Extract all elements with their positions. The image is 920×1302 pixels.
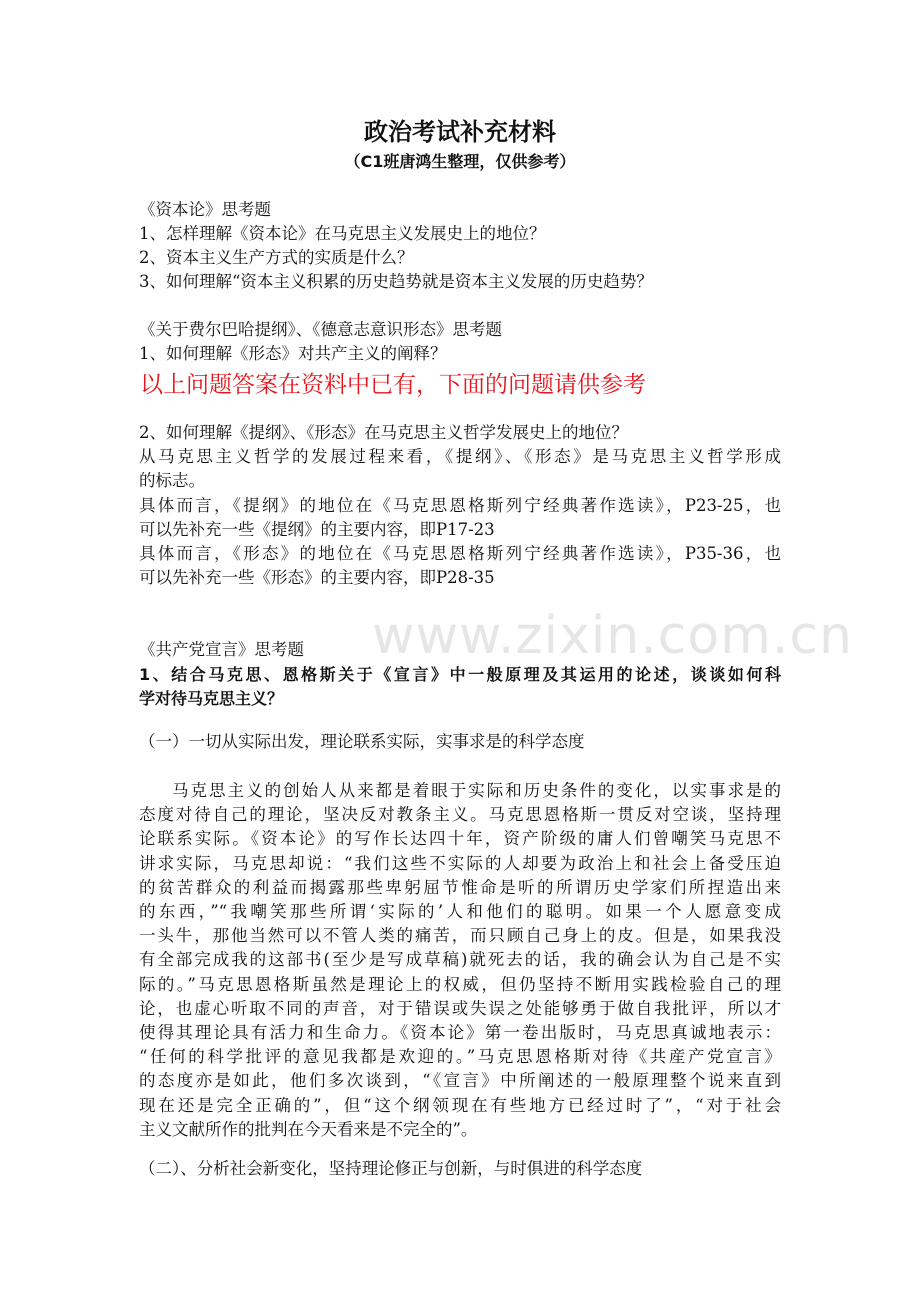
part-heading-2: （二）、分析社会新变化，坚持理论修正与创新，与时俱进的科学态度 bbox=[139, 1159, 643, 1178]
section-heading-feuerbach: 《关于费尔巴哈提纲》、《德意志意识形态》思考题 bbox=[139, 320, 502, 339]
paragraph-line: 使得其理论具有活力和生命力。《资本论》第一卷出版时，马克思真诚地表示： bbox=[139, 1023, 781, 1042]
question-bold: 1、结合马克思、恩格斯关于《宣言》中一般原理及其运用的论述，谈谈如何科 bbox=[139, 665, 781, 684]
paragraph-line: 的态度亦是如此，他们多次谈到，“《宣言》中所阐述的一般原理整个说来直到 bbox=[139, 1071, 781, 1091]
paragraph-line: 论，也虚心听取不同的声音，对于错误或失误之处能够勇于做自我批评，所以才 bbox=[139, 998, 781, 1018]
answer-line: 的标志。 bbox=[139, 471, 205, 490]
answer-line: 从马克思主义哲学的发展过程来看，《提纲》、《形态》是马克思主义哲学形成 bbox=[139, 447, 781, 466]
answer-line: 可以先补充一些《提纲》的主要内容，即P17-23 bbox=[139, 520, 495, 539]
watermark: www.zixin.com.cn bbox=[372, 606, 853, 666]
question-bold: 学对待马克思主义？ bbox=[139, 689, 284, 708]
answer-line: 具体而言，《提纲》的地位在《马克思恩格斯列宁经典著作选读》，P23-25，也 bbox=[139, 496, 781, 515]
answer-line: 具体而言，《形态》的地位在《马克思恩格斯列宁经典著作选读》，P35-36，也 bbox=[139, 544, 781, 563]
paragraph-line: 现在还是完全正确的”，但“这个纲领现在有些地方已经过时了”，“对于社会 bbox=[139, 1095, 781, 1115]
red-notice: 以上问题答案在资料中已有，下面的问题请供参考 bbox=[140, 372, 646, 398]
document-subtitle: （C1班唐鸿生整理，仅供参考） bbox=[344, 152, 576, 171]
paragraph-line: 有全部完成我的这部书(至少是写成草稿)就死去的话，我的确会认为自己是不实 bbox=[139, 950, 781, 970]
paragraph-line: 的东西，”“我嘲笑那些所谓‘实际的’人和他们的聪明。如果一个人愿意变成 bbox=[139, 902, 781, 921]
section-heading-capital: 《资本论》思考题 bbox=[139, 200, 271, 219]
paragraph-line: 主义文献所作的批判在今天看来是不完全的”。 bbox=[139, 1119, 478, 1139]
paragraph-line: 际的。”马克思恩格斯虽然是理论上的权威，但仍坚持不断用实践检验自己的理 bbox=[139, 974, 781, 994]
section-heading-manifesto: 《共产党宣言》思考题 bbox=[139, 640, 304, 659]
paragraph-line: 一头牛，那他当然可以不管人类的痛苦，而只顾自己身上的皮。但是，如果我没 bbox=[139, 926, 781, 946]
document-title: 政治考试补充材料 bbox=[364, 118, 556, 146]
question-item: 2、如何理解《提纲》、《形态》在马克思主义哲学发展史上的地位？ bbox=[139, 423, 628, 442]
paragraph-line: 马克思主义的创始人从来都是着眼于实际和历史条件的变化，以实事求是的 bbox=[172, 781, 781, 800]
question-item: 1、如何理解《形态》对共产主义的阐释？ bbox=[139, 344, 447, 363]
paragraph-line: “任何的科学批评的意见我都是欢迎的。”马克思恩格斯对待《共産产党宣言》 bbox=[139, 1047, 781, 1067]
question-item: 1、怎样理解《资本论》在马克思主义发展史上的地位？ bbox=[139, 224, 546, 243]
paragraph-line: 的贫苦群众的利益而揭露那些卑躬屈节惟命是听的所谓历史学家们所捏造出来 bbox=[139, 877, 781, 897]
paragraph-line: 讲求实际，马克思却说：“我们这些不实际的人却要为政治上和社会上备受压迫 bbox=[139, 853, 781, 873]
paragraph-line: 态度对待自己的理论，坚决反对教条主义。马克思恩格斯一贯反对空谈，坚持理 bbox=[139, 805, 781, 825]
answer-line: 可以先补充一些《形态》的主要内容，即P28-35 bbox=[139, 568, 495, 587]
question-item: 2、资本主义生产方式的实质是什么？ bbox=[139, 248, 414, 267]
paragraph-line: 论联系实际。《资本论》的写作长达四十年，资产阶级的庸人们曾嘲笑马克思不 bbox=[139, 829, 781, 849]
question-item: 3、如何理解“资本主义积累的历史趋势就是资本主义发展的历史趋势？ bbox=[139, 272, 653, 291]
part-heading-1: （一）一切从实际出发，理论联系实际，实事求是的科学态度 bbox=[139, 732, 585, 751]
